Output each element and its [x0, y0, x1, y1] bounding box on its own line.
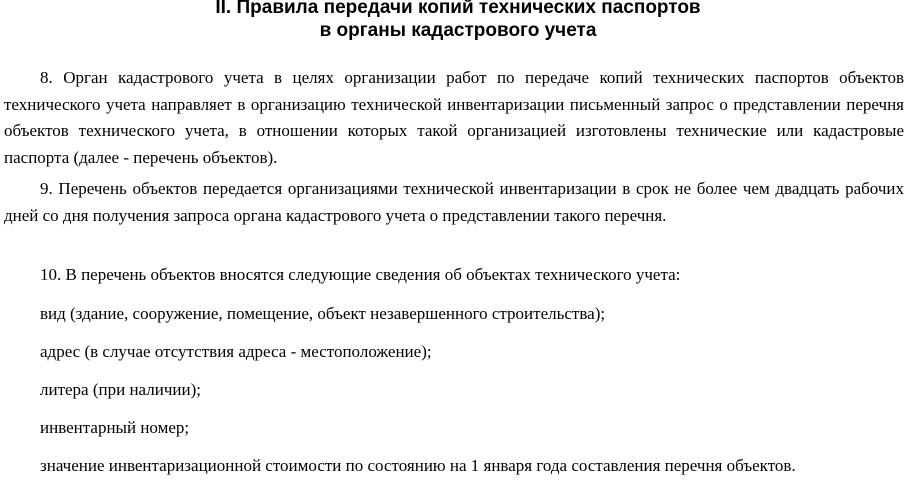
list-item-type: вид (здание, сооружение, помещение, объект незавершенного строительства); [40, 304, 606, 323]
list-item-inventory-number: инвентарный номер; [40, 418, 190, 437]
paragraph-10: 10. В перечень объектов вносятся следующие сведения об объектах технического учета: [40, 265, 681, 284]
paragraph-8: 8. Орган кадастрового учета в целях организации работ по передаче копий технических паспортов объектов технического учета направляет в организацию технической инвентаризации письменный запрос о представлении перечня объектов технического учета, в отношении которых такой организацией изготовлены технические или кадастровые паспорта (далее - перечень объектов). [4, 68, 904, 167]
list-item-inventory-value: значение инвентаризационной стоимости по состоянию на 1 января года составления перечня объектов. [40, 456, 796, 475]
list-item-letter: литера (при наличии); [40, 380, 201, 399]
section-title-line-1: II. Правила передачи копий технических паспортов [215, 0, 701, 18]
paragraph-9: 9. Перечень объектов передается организациями технической инвентаризации в срок не более чем двадцать рабочих дней со дня получения запроса органа кадастрового учета о представлении такого перечня. [4, 179, 904, 225]
section-title-line-2: в органы кадастрового учета [319, 20, 597, 41]
list-item-address: адрес (в случае отсутствия адреса - местоположение); [40, 342, 432, 361]
